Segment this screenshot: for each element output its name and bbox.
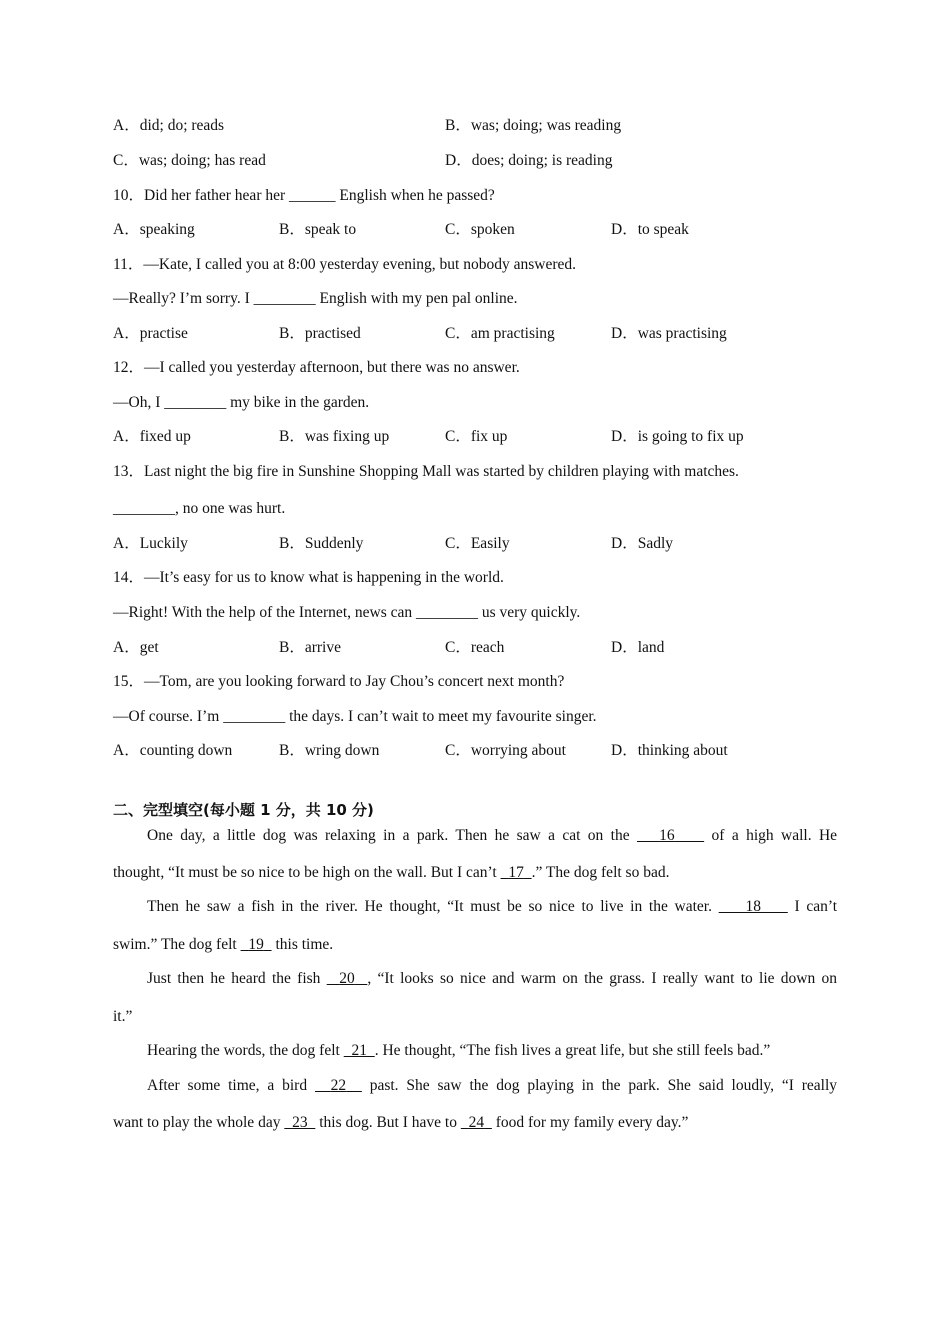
q9-option-d: D．does; doing; is reading xyxy=(445,152,613,169)
q10-option-a: A．speaking xyxy=(113,221,195,238)
q10-option-c: C．spoken xyxy=(445,221,515,238)
q11-option-b: B．practised xyxy=(279,325,361,342)
q9-option-a: A．did; do; reads xyxy=(113,117,225,134)
q12-option-a: A．fixed up xyxy=(113,428,191,445)
q10-option-b: B．speak to xyxy=(279,221,357,238)
blank-24: 24 xyxy=(468,1114,485,1131)
q13-reply: ________, no one was hurt. xyxy=(113,500,286,517)
q14-stem: 14．—It’s easy for us to know what is happening in the world. xyxy=(113,569,504,586)
q15-option-b: B．wring down xyxy=(279,742,380,759)
q12-option-b: B．was fixing up xyxy=(279,428,390,445)
blank-20: 20 xyxy=(339,970,355,987)
passage-p5-line1: After some time, a bird 22 past. She saw the dog playing in the park. She said loudly, “I really xyxy=(147,1077,838,1094)
q12-reply: —Oh, I ________ my bike in the garden. xyxy=(113,394,370,411)
q11-stem: 11．—Kate, I called you at 8:00 yesterday evening, but nobody answered. xyxy=(113,256,577,273)
q9-option-b: B．was; doing; was reading xyxy=(445,117,622,134)
passage-p1-line2: thought, “It must be so nice to be high on the wall. But I can’t 17 .” The dog felt so bad. xyxy=(113,864,670,881)
q15-option-c: C．worrying about xyxy=(445,742,566,759)
blank-17: 17 xyxy=(508,864,524,881)
q10-option-d: D．to speak xyxy=(611,221,689,238)
passage-p5-line2: want to play the whole day 23 this dog. But I have to 24 food for my family every day.” xyxy=(113,1114,689,1131)
q12-stem: 12．—I called you yesterday afternoon, but there was no answer. xyxy=(113,359,520,376)
q13-option-b: B．Suddenly xyxy=(279,535,364,552)
q14-option-c: C．reach xyxy=(445,639,505,656)
q13-option-c: C．Easily xyxy=(445,535,510,552)
blank-16: 16 xyxy=(659,827,675,844)
blank-18: 18 xyxy=(745,898,761,915)
q13-option-d: D．Sadly xyxy=(611,535,674,552)
blank-22: 22 xyxy=(330,1077,347,1094)
q14-option-d: D．land xyxy=(611,639,665,656)
passage-p1-line1: One day, a little dog was relaxing in a park. Then he saw a cat on the 16 of a high wall. He xyxy=(147,827,838,844)
q13-stem: 13．Last night the big fire in Sunshine Shopping Mall was started by children playing with matches. xyxy=(113,463,739,480)
q15-option-a: A．counting down xyxy=(113,742,233,759)
q12-option-d: D．is going to fix up xyxy=(611,428,744,445)
q13-option-a: A．Luckily xyxy=(113,535,188,552)
q11-reply: —Really? I’m sorry. I ________ English with my pen pal online. xyxy=(113,290,518,307)
passage-p2-line2: swim.” The dog felt 19 this time. xyxy=(113,936,334,953)
q11-option-d: D．was practising xyxy=(611,325,727,342)
passage-p3-line1: Just then he heard the fish 20 , “It looks so nice and warm on the grass. I really want to lie down on xyxy=(147,970,838,987)
q15-reply: —Of course. I’m ________ the days. I can’t wait to meet my favourite singer. xyxy=(113,708,597,725)
q14-option-b: B．arrive xyxy=(279,639,341,656)
q11-option-a: A．practise xyxy=(113,325,188,342)
blank-21: 21 xyxy=(351,1042,367,1059)
q10-stem: 10．Did her father hear her ______ English when he passed? xyxy=(113,187,495,204)
section-heading: 二、完型填空(每小题 1 分，共 10 分) xyxy=(113,801,374,819)
q15-stem: 15．—Tom, are you looking forward to Jay Chou’s concert next month? xyxy=(113,673,565,690)
q14-reply: —Right! With the help of the Internet, news can ________ us very quickly. xyxy=(113,604,581,621)
blank-23: 23 xyxy=(292,1114,308,1131)
q15-option-d: D．thinking about xyxy=(611,742,728,759)
passage-p2-line1: Then he saw a fish in the river. He thought, “It must be so nice to live in the water. 18 I can’t xyxy=(147,898,838,915)
q11-option-c: C．am practising xyxy=(445,325,555,342)
q14-option-a: A．get xyxy=(113,639,159,656)
q9-option-c: C．was; doing; has read xyxy=(113,152,266,169)
q12-option-c: C．fix up xyxy=(445,428,508,445)
passage-p3-line2: it.” xyxy=(113,1008,133,1025)
blank-19: 19 xyxy=(248,936,264,953)
passage-p4-line1: Hearing the words, the dog felt 21 . He thought, “The fish lives a great life, but she still feels bad.” xyxy=(147,1042,771,1059)
